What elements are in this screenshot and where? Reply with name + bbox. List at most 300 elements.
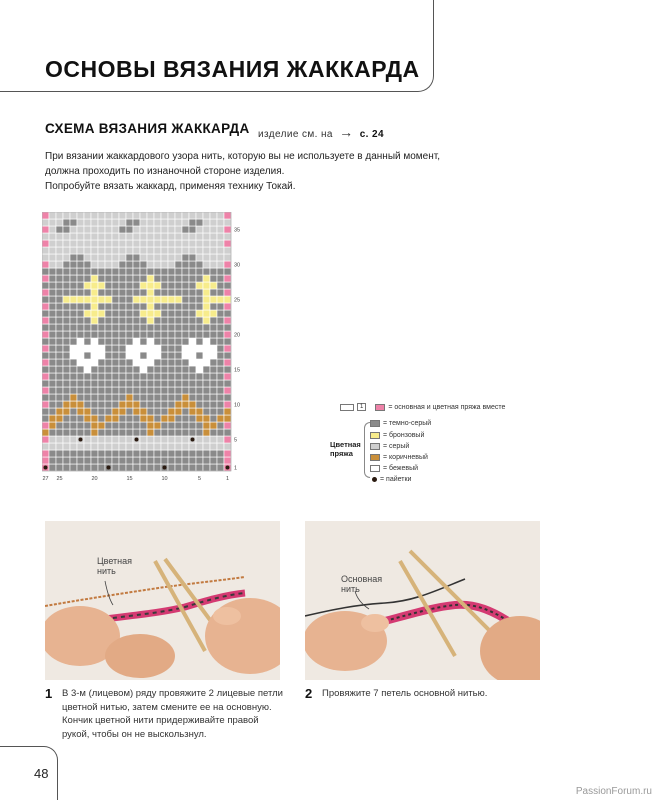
chart-cell [140, 324, 147, 331]
chart-cell [49, 450, 56, 457]
chart-cell [210, 275, 217, 282]
chart-cell [189, 359, 196, 366]
chart-cell [42, 240, 49, 247]
chart-cell [63, 366, 70, 373]
chart-cell [98, 450, 105, 457]
chart-cell [91, 422, 98, 429]
chart-cell [77, 331, 84, 338]
chart-cell [84, 457, 91, 464]
chart-cell [217, 233, 224, 240]
chart-cell [133, 247, 140, 254]
legend-swatch-dark-gray [370, 420, 380, 427]
chart-cell [140, 380, 147, 387]
chart-cell [126, 387, 133, 394]
chart-cell [105, 296, 112, 303]
chart-cell [112, 254, 119, 261]
chart-cell [217, 289, 224, 296]
chart-cell [133, 331, 140, 338]
chart-cell [168, 282, 175, 289]
chart-cell [224, 212, 231, 219]
chart-cell [91, 394, 98, 401]
chart-cell [77, 401, 84, 408]
chart-cell [161, 373, 168, 380]
chart-cell [196, 317, 203, 324]
chart-cell [140, 422, 147, 429]
chart-cell [217, 352, 224, 359]
chart-cell [133, 261, 140, 268]
chart-cell [133, 387, 140, 394]
chart-cell [98, 233, 105, 240]
chart-cell [126, 338, 133, 345]
chart-cell [217, 408, 224, 415]
chart-cell [224, 373, 231, 380]
chart-cell [175, 331, 182, 338]
chart-cell [63, 345, 70, 352]
chart-cell [98, 408, 105, 415]
chart-cell [154, 233, 161, 240]
chart-cell [189, 331, 196, 338]
chart-cell [147, 443, 154, 450]
chart-cell [119, 394, 126, 401]
chart-cell [147, 359, 154, 366]
chart-cell [168, 317, 175, 324]
chart-cell [63, 233, 70, 240]
chart-cell [140, 436, 147, 443]
chart-cell [77, 317, 84, 324]
chart-cell [112, 457, 119, 464]
chart-cell [98, 226, 105, 233]
chart-cell [133, 380, 140, 387]
chart-cell [168, 401, 175, 408]
chart-cell [154, 254, 161, 261]
chart-cell [77, 408, 84, 415]
chart-cell [189, 345, 196, 352]
chart-cell [98, 268, 105, 275]
chart-cell [196, 310, 203, 317]
chart-cell [42, 261, 49, 268]
chart-cell [42, 303, 49, 310]
chart-cell [126, 366, 133, 373]
chart-cell [147, 282, 154, 289]
chart-cell [70, 261, 77, 268]
chart-cell [217, 282, 224, 289]
chart-cell [217, 268, 224, 275]
chart-cell [133, 359, 140, 366]
chart-cell [63, 212, 70, 219]
chart-cell [154, 240, 161, 247]
chart-cell [175, 212, 182, 219]
chart-cell [56, 247, 63, 254]
chart-cell [203, 317, 210, 324]
chart-cell [70, 373, 77, 380]
chart-cell [63, 282, 70, 289]
chart-cell [196, 408, 203, 415]
chart-cell [112, 464, 119, 471]
chart-cell [133, 450, 140, 457]
chart-cell [133, 289, 140, 296]
chart-cell [98, 464, 105, 471]
chart-cell [70, 443, 77, 450]
chart-cell [196, 240, 203, 247]
chart-cell [70, 296, 77, 303]
chart-cell [112, 324, 119, 331]
chart-cell [84, 366, 91, 373]
chart-cell [175, 415, 182, 422]
chart-cell [147, 296, 154, 303]
chart-cell [98, 415, 105, 422]
chart-cell [210, 240, 217, 247]
chart-cell [203, 247, 210, 254]
chart-cell [210, 247, 217, 254]
chart-cell [203, 345, 210, 352]
chart-cell [147, 415, 154, 422]
chart-cell [175, 387, 182, 394]
legend-swatch-gray [370, 443, 380, 450]
chart-cell [126, 394, 133, 401]
chart-cell [112, 261, 119, 268]
chart-cell [84, 464, 91, 471]
chart-cell [112, 296, 119, 303]
chart-cell [133, 457, 140, 464]
chart-cell [133, 296, 140, 303]
chart-cell [168, 268, 175, 275]
chart-cell [182, 345, 189, 352]
chart-cell [175, 359, 182, 366]
legend-item: = бронзовый [370, 432, 424, 439]
chart-cell [49, 401, 56, 408]
chart-cell [84, 338, 91, 345]
photo-label-colored-yarn: Цветная нить [97, 556, 133, 576]
chart-cell [182, 401, 189, 408]
chart-cell [91, 303, 98, 310]
chart-cell [126, 254, 133, 261]
chart-cell [182, 422, 189, 429]
chart-cell [112, 443, 119, 450]
chart-cell [203, 387, 210, 394]
chart-cell [147, 345, 154, 352]
chart-cell [210, 352, 217, 359]
chart-cell [224, 219, 231, 226]
chart-cell [63, 443, 70, 450]
chart-cell [154, 450, 161, 457]
chart-cell [105, 233, 112, 240]
chart-cell [77, 443, 84, 450]
chart-cell [161, 247, 168, 254]
chart-cell [175, 345, 182, 352]
chart-cell [196, 450, 203, 457]
chart-cell [224, 254, 231, 261]
chart-cell [105, 401, 112, 408]
chart-cell [189, 219, 196, 226]
chart-cell [119, 408, 126, 415]
chart-cell [140, 457, 147, 464]
chart-cell [77, 233, 84, 240]
chart-cell [203, 352, 210, 359]
chart-cell [42, 310, 49, 317]
chart-cell [161, 338, 168, 345]
chart-cell [56, 464, 63, 471]
chart-cell [91, 387, 98, 394]
chart-cell [49, 261, 56, 268]
chart-cell [98, 254, 105, 261]
chart-cell [140, 331, 147, 338]
row-label: 25 [234, 297, 241, 304]
legend-item: = бежевый [370, 465, 418, 472]
chart-cell [210, 219, 217, 226]
chart-cell [119, 366, 126, 373]
chart-cell [49, 282, 56, 289]
chart-cell [119, 450, 126, 457]
chart-cell [210, 268, 217, 275]
chart-cell [161, 401, 168, 408]
chart-cell [217, 240, 224, 247]
chart-cell [203, 457, 210, 464]
legend-text-combined: = основная и цветная пряжа вместе [388, 403, 506, 411]
chart-cell [105, 310, 112, 317]
page-reference [258, 124, 384, 140]
chart-cell [56, 310, 63, 317]
chart-cell [161, 303, 168, 310]
chart-cell [56, 415, 63, 422]
row-label: 10 [234, 402, 241, 409]
chart-cell [70, 415, 77, 422]
chart-cell [147, 464, 154, 471]
chart-cell [140, 443, 147, 450]
chart-cell [154, 289, 161, 296]
chart-cell [63, 415, 70, 422]
chart-cell [56, 289, 63, 296]
chart-cell [112, 331, 119, 338]
reference-page-link[interactable]: с. 24 [359, 129, 384, 140]
chart-cell [70, 436, 77, 443]
chart-cell [147, 233, 154, 240]
chart-cell [168, 464, 175, 471]
chart-cell [133, 408, 140, 415]
chart-cell [147, 450, 154, 457]
chart-cell [49, 366, 56, 373]
chart-cell [189, 457, 196, 464]
chart-cell [91, 401, 98, 408]
step-text: Провяжите 7 петель основной нитью. [322, 688, 488, 699]
chart-cell [168, 261, 175, 268]
chart-cell [126, 247, 133, 254]
chart-cell [189, 226, 196, 233]
chart-cell [140, 282, 147, 289]
chart-cell [77, 366, 84, 373]
chart-cell [91, 212, 98, 219]
chart-cell [56, 436, 63, 443]
chart-cell [98, 380, 105, 387]
chart-cell [91, 268, 98, 275]
chart-cell [49, 436, 56, 443]
chart-cell [175, 310, 182, 317]
chart-cell [133, 226, 140, 233]
chart-cell [84, 394, 91, 401]
chart-cell [70, 380, 77, 387]
chart-cell [119, 240, 126, 247]
chart-cell [217, 464, 224, 471]
chart-cell [175, 233, 182, 240]
chart-cell [175, 254, 182, 261]
chart-cell [189, 247, 196, 254]
chart-cell [154, 338, 161, 345]
chart-cell [196, 401, 203, 408]
chart-cell [210, 296, 217, 303]
chart-cell [70, 289, 77, 296]
chart-cell [56, 443, 63, 450]
chart-cell [112, 366, 119, 373]
chart-cell [112, 303, 119, 310]
row-label: 35 [234, 227, 241, 234]
chart-cell [42, 387, 49, 394]
chart-cell [91, 436, 98, 443]
legend-swatch-brown [370, 454, 380, 461]
chart-cell [147, 310, 154, 317]
chart-cell [70, 303, 77, 310]
chart-cell [98, 429, 105, 436]
chart-cell [70, 408, 77, 415]
column-label: 25 [56, 476, 63, 482]
chart-cell [84, 212, 91, 219]
chart-cell [175, 422, 182, 429]
chart-cell [161, 289, 168, 296]
chart-cell [189, 261, 196, 268]
chart-cell [119, 359, 126, 366]
chart-cell [56, 226, 63, 233]
chart-cell [182, 324, 189, 331]
chart-cell [168, 219, 175, 226]
chart-cell [196, 268, 203, 275]
chart-cell [42, 212, 49, 219]
chart-cell [77, 464, 84, 471]
chart-cell [196, 352, 203, 359]
chart-cell [105, 226, 112, 233]
chart-cell [175, 282, 182, 289]
chart-cell [217, 324, 224, 331]
chart-cell [56, 338, 63, 345]
chart-cell [91, 429, 98, 436]
chart-cell [63, 436, 70, 443]
chart-cell [63, 289, 70, 296]
chart-cell [175, 268, 182, 275]
chart-cell [98, 359, 105, 366]
chart-cell [63, 275, 70, 282]
chart-cell [182, 408, 189, 415]
row-label: 1 [234, 465, 238, 472]
chart-cell [84, 261, 91, 268]
chart-cell [217, 331, 224, 338]
chart-cell [182, 212, 189, 219]
chart-cell [196, 233, 203, 240]
chart-cell [84, 268, 91, 275]
chart-cell [140, 268, 147, 275]
chart-cell [98, 352, 105, 359]
photo-step-2 [305, 521, 540, 680]
chart-cell [224, 303, 231, 310]
sequin-dot [79, 438, 83, 442]
chart-cell [119, 436, 126, 443]
chart-cell [147, 275, 154, 282]
chart-cell [98, 331, 105, 338]
chart-cell [182, 254, 189, 261]
chart-cell [168, 387, 175, 394]
chart-cell [112, 219, 119, 226]
chart-cell [133, 310, 140, 317]
chart-cell [49, 464, 56, 471]
chart-cell [77, 394, 84, 401]
chart-cell [189, 387, 196, 394]
chart-cell [98, 401, 105, 408]
chart-cell [182, 219, 189, 226]
chart-cell [175, 429, 182, 436]
chart-cell [84, 373, 91, 380]
chart-cell [182, 464, 189, 471]
chart-cell [98, 324, 105, 331]
chart-cell [49, 317, 56, 324]
chart-cell [196, 296, 203, 303]
chart-cell [140, 359, 147, 366]
chart-cell [56, 317, 63, 324]
chart-cell [119, 226, 126, 233]
chart-cell [147, 352, 154, 359]
chart-cell [147, 338, 154, 345]
chart-cell [175, 219, 182, 226]
chart-cell [112, 387, 119, 394]
chart-cell [126, 429, 133, 436]
chart-cell [42, 226, 49, 233]
chart-cell [182, 359, 189, 366]
chart-cell [154, 296, 161, 303]
chart-cell [154, 219, 161, 226]
chart-cell [105, 359, 112, 366]
chart-cell [196, 387, 203, 394]
chart-cell [210, 345, 217, 352]
legend-swatch-pink [375, 404, 385, 411]
chart-cell [70, 212, 77, 219]
chart-cell [42, 233, 49, 240]
chart-cell [203, 324, 210, 331]
chart-cell [196, 275, 203, 282]
chart-cell [70, 240, 77, 247]
chart-cell [168, 303, 175, 310]
chart-cell [168, 450, 175, 457]
chart-cell [77, 359, 84, 366]
chart-cell [147, 408, 154, 415]
chart-cell [224, 338, 231, 345]
chart-cell [133, 212, 140, 219]
chart-cell [140, 464, 147, 471]
chart-cell [70, 422, 77, 429]
chart-cell [42, 366, 49, 373]
chart-cell [56, 450, 63, 457]
chart-cell [175, 261, 182, 268]
chart-cell [168, 380, 175, 387]
chart-cell [98, 212, 105, 219]
chart-cell [224, 457, 231, 464]
chart-cell [112, 394, 119, 401]
legend-item: = темно-серый [370, 420, 431, 427]
chart-cell [77, 282, 84, 289]
chart-cell [210, 380, 217, 387]
chart-cell [119, 338, 126, 345]
chart-cell [126, 401, 133, 408]
chart-cell [126, 275, 133, 282]
chart-cell [133, 422, 140, 429]
chart-cell [91, 366, 98, 373]
chart-cell [217, 443, 224, 450]
chart-cell [105, 443, 112, 450]
chart-cell [70, 324, 77, 331]
